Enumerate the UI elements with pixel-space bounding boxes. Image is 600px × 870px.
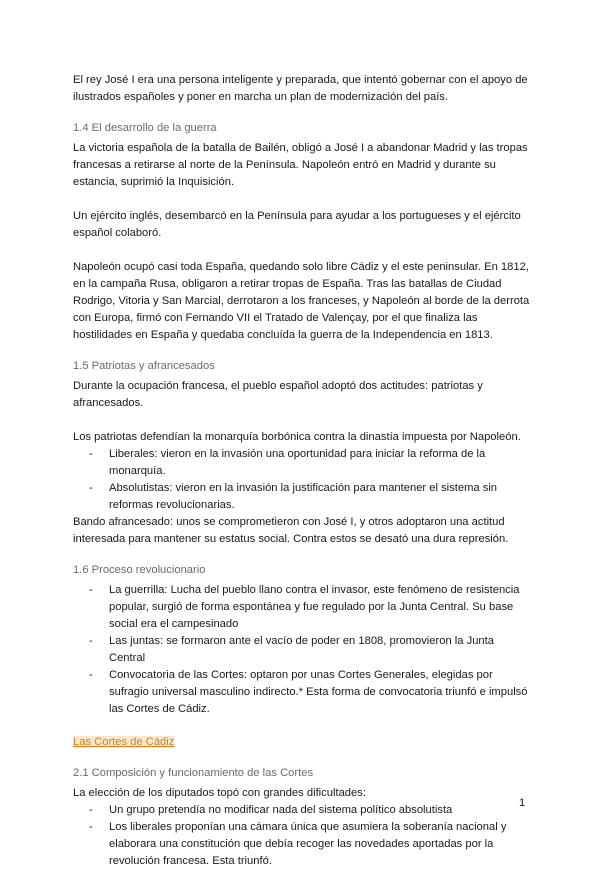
paragraph: La victoria española de la batalla de Bailén, obligó a José I a abandonar Madrid y las tropas francesas a retirarse al norte de la Península. Napoleón entró en Madrid y durante su estancia, suprimió la Inquisición. bbox=[73, 142, 528, 188]
list-item: - Las juntas: se formaron ante el vacío de poder en 1808, promovieron la Junta Central bbox=[73, 633, 533, 667]
list-item: - Liberales: vieron en la invasión una oportunidad para iniciar la reforma de la monarquía. bbox=[73, 446, 533, 480]
page-number: 1 bbox=[519, 797, 526, 809]
list-item: - Un grupo pretendía no modificar nada del sistema político absolutista bbox=[73, 802, 533, 819]
section-heading-2-1: 2.1 Composición y funcionamiento de las Cortes bbox=[73, 767, 314, 779]
cortes-title-text[interactable]: Las Cortes de Cádiz bbox=[73, 736, 175, 748]
list-item: - Los liberales proponían una cámara única que asumiera la soberanía nacional y elaborara una constitución que debía recoger las novedades aportadas por la revolución francesa. Esta triunfó. bbox=[73, 819, 533, 870]
list-item: - Convocatoria de las Cortes: optaron por unas Cortes Generales, elegidas por sufragio universal masculino indirecto.* Esta forma de convocatoria triunfó e impulsó las Cortes de Cádiz. bbox=[73, 667, 533, 718]
section-heading-1-6: 1.6 Proceso revolucionario bbox=[73, 564, 206, 576]
patriotas-list bbox=[73, 446, 533, 514]
intro-paragraph: El rey José I era una persona inteligente y preparada, que intentó gobernar con el apoyo de ilustrados españoles y poner en marcha un plan de modernización del país. bbox=[73, 74, 528, 103]
paragraph: Un ejército inglés, desembarcó en la Península para ayudar a los portugueses y el ejército español colaboró. bbox=[73, 210, 521, 239]
paragraph: Durante la ocupación francesa, el pueblo español adoptó dos actitudes: patriotas y afrancesados. bbox=[73, 380, 483, 409]
paragraph: Bando afrancesado: unos se comprometieron con José I, y otros adoptaron una actitud interesada para mantener su estatus social. Contra estos se desató una dura represión. bbox=[73, 516, 509, 545]
paragraph: La elección de los diputados topó con grandes dificultades: bbox=[73, 787, 366, 799]
list-item: - La guerrilla: Lucha del pueblo llano contra el invasor, este fenómeno de resistencia popular, surgió de forma espontánea y fue regulado por la Junta Central. Su base social era el campesinado bbox=[73, 582, 533, 633]
paragraph: Los patriotas defendían la monarquía borbónica contra la dinastía impuesta por Napoleón. bbox=[73, 431, 521, 443]
eleccion-list bbox=[73, 802, 533, 870]
proceso-list bbox=[73, 582, 533, 718]
section-heading-1-5: 1.5 Patriotas y afrancesados bbox=[73, 360, 215, 372]
cortes-title-link[interactable] bbox=[73, 734, 174, 751]
section-heading-1-4: 1.4 El desarrollo de la guerra bbox=[73, 122, 217, 134]
list-item: - Absolutistas: vieron en la invasión la justificación para mantener el sistema sin reformas revolucionarias. bbox=[73, 480, 533, 514]
document-body bbox=[73, 72, 533, 870]
paragraph: Napoleón ocupó casi toda España, quedando solo libre Cádiz y el este peninsular. En 1812, en la campaña Rusa, obligaron a retirar tropas de España. Tras las batallas de Ciudad Rodrigo, Vitoria y San Marcial, derrotaron a los franceses, y Napoleón al borde de la derrota con Europa, firmó con Fernando VII el Tratado de Valençay, por el que finaliza las hostilidades en España y quedaba concluída la guerra de la Independencia en 1813. bbox=[73, 261, 530, 341]
